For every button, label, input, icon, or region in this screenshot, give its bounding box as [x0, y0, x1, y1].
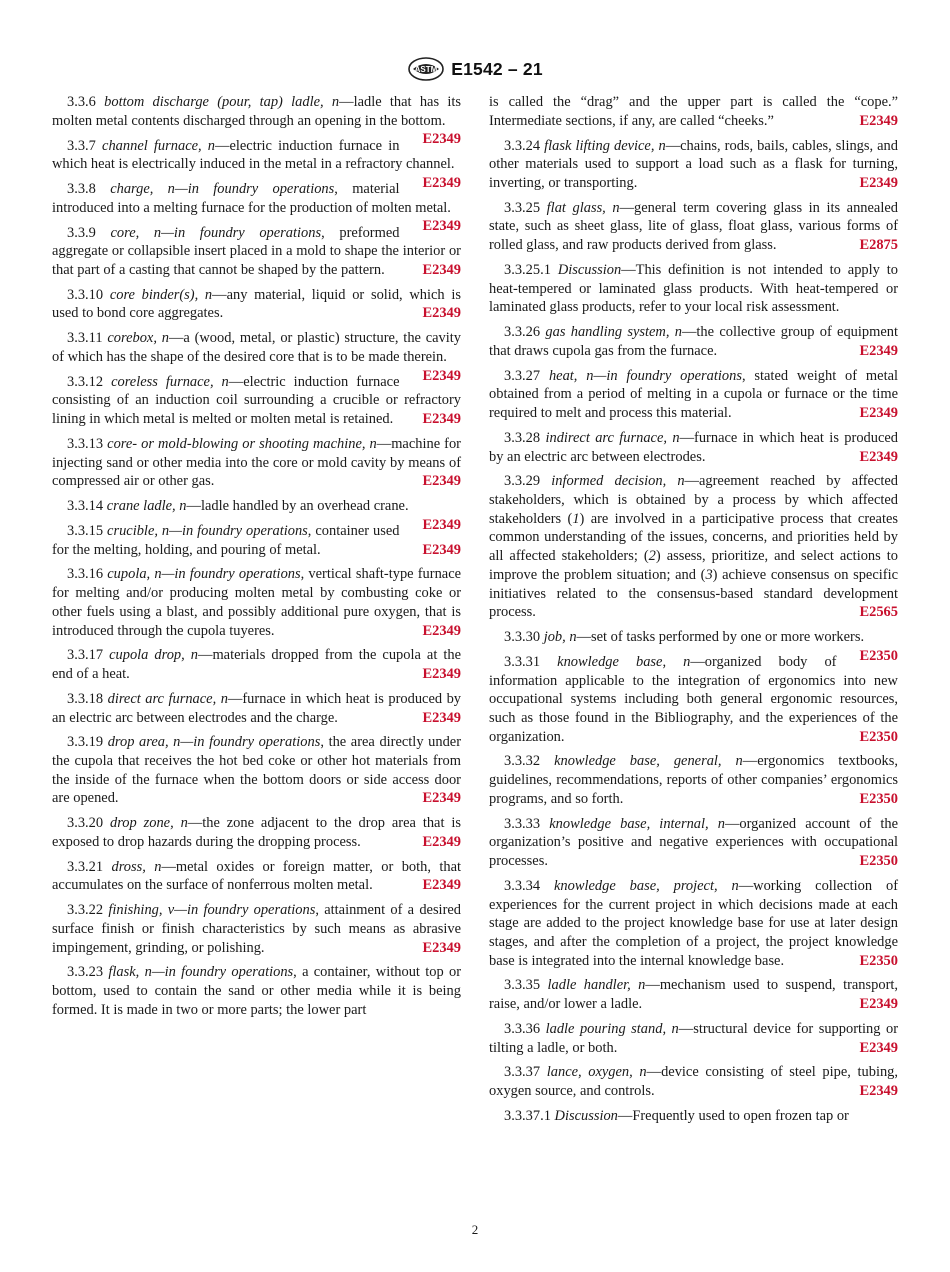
definition-term: drop zone, n [109, 815, 188, 832]
reference-link[interactable]: E2349 [859, 405, 898, 422]
definition-number: 3.3.6 [67, 94, 96, 110]
document-id: E1542 – 21 [451, 58, 543, 79]
definition-entry [52, 373, 461, 429]
definition-number: 3.3.20 [67, 815, 104, 832]
definition-body: , stated weight of metal obtained from a period of melting in a cupola or furnace or the time required to melt and process this material. [489, 367, 899, 422]
definition-number: 3.3.33 [504, 815, 541, 832]
definition-term: drop area, n [107, 734, 181, 751]
definition-number: 3.3.37.1 [504, 1107, 551, 1124]
definition-number: 3.3.7 [67, 137, 96, 154]
definition-body: , the area directly under the cupola that receives the hot bed coke or other hot materials from the inside of the furnace when the bottom doors or side access door are opened. [52, 734, 462, 807]
definition-body: —device consisting of steel pipe, tubing, oxygen source, and controls. [489, 1064, 899, 1100]
definition-entry [52, 286, 461, 323]
definition-term: core, n [110, 224, 162, 241]
definition-term: core- or mold-blowing or shooting machine, n [107, 435, 377, 452]
definition-entry [489, 976, 898, 1013]
definition-number: 3.3.34 [504, 877, 541, 894]
reference-link[interactable]: E2349 [422, 939, 461, 956]
definition-number: 3.3.19 [67, 734, 104, 751]
definition-number: 3.3.25 [504, 199, 541, 216]
definition-body: —furnace in which heat is produced by an electric arc between electrodes and the charge. [52, 690, 462, 726]
definition-term: channel furnace, n [102, 137, 216, 154]
definition-term: crucible, n [107, 522, 170, 539]
reference-link[interactable]: E2349 [422, 218, 461, 235]
reference-link[interactable]: E2349 [859, 174, 898, 191]
definition-number: 3.3.16 [67, 566, 104, 583]
reference-link[interactable]: E2349 [422, 709, 461, 726]
definition-number: 3.3.22 [67, 902, 104, 919]
reference-link[interactable]: E2349 [422, 516, 461, 533]
definition-number: 3.3.31 [504, 653, 541, 670]
definition-term: knowledge base, project, n [554, 877, 739, 894]
definition-body: —structural device for supporting or tilting a ladle, or both. [489, 1020, 898, 1056]
definition-number: 3.3.37 [504, 1064, 541, 1081]
definition-context: —in foundry operations [180, 734, 321, 751]
definition-entry [489, 815, 898, 871]
reference-link[interactable]: E2350 [859, 952, 898, 969]
definition-body: —electric induction furnace consisting of an induction coil surrounding a crucible or refractory lining in which metal is melted or molten metal is retained. [52, 373, 461, 428]
definition-body: —general term covering glass in its annealed state, such as sheet glass, lite of glass, float glass, various forms of rolled glass, and raw products derived from glass. [489, 199, 898, 254]
definition-entry [52, 690, 461, 727]
definition-term: gas handling system, n [545, 324, 682, 341]
definition-term: direct arc furnace, n [107, 690, 228, 707]
definition-number: 3.3.12 [67, 373, 104, 390]
definition-term: ladle pouring stand, n [545, 1020, 679, 1037]
reference-link[interactable]: E2349 [422, 367, 461, 384]
definition-entry [52, 522, 461, 559]
definition-term: job, n [543, 629, 577, 646]
definition-term: flat glass, n [546, 199, 620, 216]
definition-number: 3.3.15 [67, 522, 104, 539]
definition-body: is called the “drag” and the upper part is called the “cope.” Intermediate sections, if any, are called “cheeks.” [489, 94, 898, 129]
definition-body: , vertical shaft-type furnace for melting and/or producing molten metal by combusting coke or other fuels using a blast, and possibly additional pure oxygen, that is introduced through the cupola tuyeres. [52, 566, 462, 639]
definition-term: cupola, n [107, 566, 162, 583]
definition-term: flask lifting device, n [544, 137, 666, 154]
astm-logo-icon [407, 57, 445, 81]
definition-body: —furnace in which heat is produced by an electric arc between electrodes. [489, 429, 899, 465]
reference-link[interactable]: E2350 [859, 853, 898, 870]
definition-number: 3.3.25.1 [504, 261, 551, 278]
definition-number: 3.3.9 [67, 224, 96, 241]
definition-body: , a container, without top or bottom, used to contain the sand or other media while it is being formed. It is made in two or more parts; the lower part [52, 964, 461, 1018]
page-number: 2 [471, 1222, 479, 1237]
definition-body: —set of tasks performed by one or more workers. [576, 629, 865, 646]
reference-link[interactable]: E2349 [422, 541, 461, 558]
definition-number: 3.3.17 [67, 647, 104, 664]
definition-number: 3.3.28 [504, 429, 541, 446]
definition-term: Discussion [554, 1107, 618, 1124]
definition-body: —This definition is not intended to apply to heat-tempered or laminated glass products. With heat-tempered or laminated glass products, refer to your local risk assessment. [489, 261, 898, 316]
definition-body: —materials dropped from the cupola at the end of a heat. [52, 647, 461, 683]
definition-number: 3.3.14 [67, 498, 104, 515]
definition-body: , material introduced into a melting furnace for the production of molten metal. [52, 181, 451, 216]
definition-term: heat, n [548, 367, 594, 384]
definition-context: —in foundry operations [169, 522, 308, 539]
definition-entry [52, 901, 461, 957]
right-column [489, 93, 898, 1132]
definition-body: —the zone adjacent to the drop area that is exposed to drop hazards during the dropping process. [52, 815, 461, 850]
definition-context: —in foundry operations [161, 566, 301, 583]
reference-link[interactable]: E2875 [859, 237, 898, 254]
definition-body: —electric induction furnace in which heat is electrically induced in the metal in a refractory channel. [52, 137, 455, 173]
reference-link[interactable]: E2349 [422, 833, 461, 850]
reference-link[interactable]: E2349 [422, 174, 461, 191]
definition-body: —agreement reached by affected stakeholders, which is obtained by a process by which affected stakeholders (1) are involved in a participative process that creates common understanding of the issues, concerns, and priorities held by all affected stakeholders; (2) assess, prioritize, and select actions to improve the problem situation; and (3) achieve consensus on specific initiatives related to the consensus-based standard development process. [489, 473, 899, 621]
definition-body: —ladle that has its molten metal contents discharged through an opening in the bottom. [52, 94, 461, 129]
definition-term: cupola drop, n [109, 647, 198, 664]
definition-body: —organized account of the organization’s positive and negative experiences with occupational processes. [489, 815, 899, 870]
definition-entry [52, 963, 461, 1019]
reference-link[interactable]: E2349 [422, 790, 461, 807]
definition-term: finishing, v [108, 902, 175, 919]
definition-number: 3.3.11 [67, 330, 103, 347]
definition-body: , attainment of a desired surface finish or finish characteristics by such means as abrasive impingement, grinding, or polishing. [52, 902, 462, 956]
definition-body: —a (wood, metal, or plastic) structure, the cavity of which has the shape of the desired core that is to be made therein. [52, 330, 462, 365]
left-column [52, 93, 461, 1026]
definition-body: —machine for injecting sand or other media into the core or mold cavity by means of compressed air or other gas. [52, 435, 461, 490]
definition-entry [52, 646, 461, 683]
definition-term: charge, n [110, 181, 175, 197]
definition-entry [489, 323, 898, 360]
definition-context: —in foundry operations [151, 964, 294, 981]
definition-entry [52, 565, 461, 640]
definition-entry [489, 367, 898, 423]
definition-term: informed decision, n [551, 473, 685, 490]
page-header [0, 56, 950, 82]
definition-entry [489, 429, 898, 466]
definition-term: core binder(s), n [109, 286, 213, 303]
definition-number: 3.3.30 [504, 629, 541, 646]
definition-entry [52, 814, 461, 851]
definition-body: —chains, rods, bails, cables, slings, and other materials used to support a load such as a flask for turning, inverting, or transporting. [489, 137, 898, 191]
definition-entry [52, 733, 461, 808]
definition-number: 3.3.24 [504, 137, 541, 154]
definition-term: crane ladle, n [106, 498, 187, 515]
definition-number: 3.3.27 [504, 367, 541, 384]
definition-context: —in foundry operations [593, 367, 742, 384]
definition-body: , preformed aggregate or collapsible insert placed in a mold to shape the interior or that part of a casting that cannot be shaped by the pattern. [52, 224, 461, 278]
definition-number: 3.3.35 [504, 977, 541, 994]
definition-term: knowledge base, general, n [554, 753, 743, 770]
definition-body: —metal oxides or foreign matter, or both, that accumulates on the surface of nonferrous molten metal. [52, 858, 462, 894]
definition-number: 3.3.8 [67, 181, 96, 197]
definition-entry [489, 472, 898, 622]
definition-body: —organized body of information applicable to the integration of ergonomics into new occupational systems including both general ergonomic resources, such as those found in the Bibliography, and the experiences of the organization. [489, 653, 898, 745]
reference-link[interactable]: E2349 [859, 996, 898, 1013]
reference-link[interactable]: E2349 [859, 1039, 898, 1056]
definition-entry [489, 752, 898, 808]
definition-number: 3.3.29 [504, 473, 541, 490]
reference-link[interactable]: E2349 [422, 411, 461, 428]
definition-number: 3.3.21 [67, 858, 104, 875]
definition-term: lance, oxygen, n [546, 1064, 647, 1081]
definition-body: , container used for the melting, holding, and pouring of metal. [52, 522, 400, 558]
definition-number: 3.3.26 [504, 324, 541, 341]
reference-link[interactable]: E2349 [859, 448, 898, 465]
reference-link[interactable]: E2350 [859, 790, 898, 807]
definition-term: dross, n [111, 858, 162, 875]
reference-link[interactable]: E2349 [422, 622, 461, 639]
definition-body: —Frequently used to open frozen tap or [617, 1107, 849, 1124]
definition-entry [489, 1020, 898, 1057]
reference-link[interactable]: E2350 [859, 728, 898, 745]
definition-entry [489, 199, 898, 255]
definition-term: ladle handler, n [547, 977, 646, 994]
definition-term: Discussion [557, 261, 622, 278]
definition-term: knowledge base, internal, n [549, 815, 725, 832]
reference-link[interactable]: E2349 [422, 261, 461, 278]
definition-entry [489, 261, 898, 317]
definition-number: 3.3.23 [67, 964, 104, 981]
definition-term: coreless furnace, n [111, 373, 229, 390]
svg-text:ASTM: ASTM [414, 65, 438, 74]
reference-link[interactable]: E2349 [422, 877, 461, 894]
definition-entry [489, 137, 898, 193]
definition-term: indirect arc furnace, n [545, 429, 680, 446]
definition-entry [489, 877, 898, 971]
definition-context: —in foundry operations [174, 181, 335, 197]
definition-term: bottom discharge (pour, tap) ladle, n [104, 94, 340, 110]
definition-context: —in foundry operations [174, 902, 316, 919]
definition-term: knowledge base, n [557, 653, 691, 670]
definition-body: —working collection of experiences for the current project in which decisions made at each stage are added to the project knowledge base for use at later design stages, and after the completion of a project, the project knowledge base is integrated into the internal knowledge base. [489, 877, 899, 969]
definition-body: —the collective group of equipment that draws cupola gas from the furnace. [489, 324, 898, 359]
reference-link[interactable]: E2349 [422, 131, 461, 148]
definition-number: 3.3.36 [504, 1020, 541, 1037]
definition-body: —any material, liquid or solid, which is used to bond core aggregates. [52, 286, 462, 322]
reference-link[interactable]: E2349 [422, 305, 461, 322]
definition-entry [489, 1063, 898, 1100]
reference-link[interactable]: E2349 [422, 666, 461, 683]
definition-number: 3.3.10 [67, 286, 104, 303]
definition-entry [489, 653, 898, 747]
definition-body: —ergonomics textbooks, guidelines, recommendations, reports of other companies’ ergonomics programs, and so forth. [489, 753, 899, 807]
reference-link[interactable]: E2565 [859, 604, 898, 621]
reference-link[interactable]: E2349 [859, 1083, 898, 1100]
definition-number: 3.3.18 [67, 690, 104, 707]
definition-entry [52, 224, 461, 280]
reference-link[interactable]: E2349 [859, 112, 898, 129]
definition-entry [52, 435, 461, 491]
reference-link[interactable]: E2350 [859, 647, 898, 664]
definition-number: 3.3.32 [504, 753, 541, 770]
definition-context: —in foundry operations [161, 224, 322, 241]
definition-number: 3.3.13 [67, 435, 104, 452]
reference-link[interactable]: E2349 [422, 473, 461, 490]
definition-body: —ladle handled by an overhead crane. [186, 498, 409, 515]
definition-term: corebox, n [107, 330, 169, 347]
definition-entry [489, 1107, 898, 1126]
definition-term: flask, n [108, 964, 152, 981]
reference-link[interactable]: E2349 [859, 342, 898, 359]
definition-continuation [489, 93, 898, 130]
definition-body: —mechanism used to suspend, transport, raise, and/or lower a ladle. [489, 977, 898, 1013]
definition-entry [52, 858, 461, 895]
